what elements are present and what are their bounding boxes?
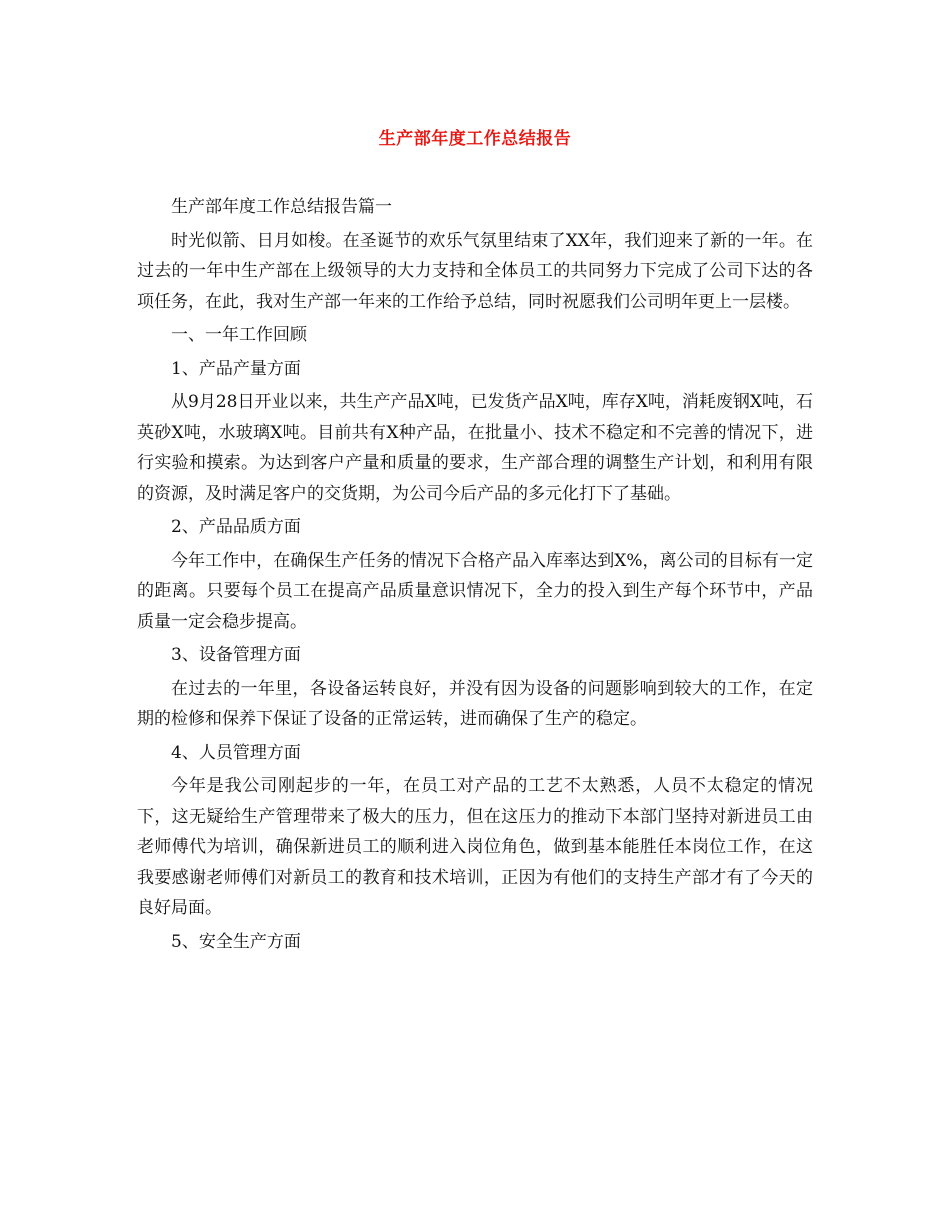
document-body bbox=[137, 192, 813, 960]
section-heading-review: 一、一年工作回顾 bbox=[171, 325, 307, 345]
document-title: 生产部年度工作总结报告 bbox=[378, 129, 572, 149]
paragraph-subtitle: 生产部年度工作总结报告篇一 bbox=[171, 197, 392, 217]
paragraph-personnel: 今年是我公司刚起步的一年，在员工对产品的工艺不太熟悉，人员不太稳定的情况下，这无疑给生产管理带来了极大的压力，但在这压力的推动下本部门坚持对新进员工由老师傅代为培训，确保新进员工的顺利进入岗位角色，做到基本能胜任本岗位工作，在这我要感谢老师傅们对新员工的教育和技术培训，正因为有他们的支持生产部才有了今天的良好局面。 bbox=[137, 776, 813, 918]
subsection-heading-equipment: 3、设备管理方面 bbox=[171, 645, 301, 665]
subsection-heading-quality: 2、产品品质方面 bbox=[171, 517, 301, 537]
paragraph-intro: 时光似箭、日月如梭。在圣诞节的欢乐气氛里结束了XX年，我们迎来了新的一年。在过去的一年中生产部在上级领导的大力支持和全体员工的共同努力下完成了公司下达的各项任务，在此，我对生产部一年来的工作给予总结，同时祝愿我们公司明年更上一层楼。 bbox=[137, 230, 813, 312]
subsection-heading-output: 1、产品产量方面 bbox=[171, 358, 301, 379]
subsection-heading-safety: 5、安全生产方面 bbox=[171, 931, 301, 952]
paragraph-equipment: 在过去的一年里，各设备运转良好，并没有因为设备的问题影响到较大的工作，在定期的检修和保养下保证了设备的正常运转，进而确保了生产的稳定。 bbox=[137, 678, 813, 729]
paragraph-quality: 今年工作中，在确保生产任务的情况下合格产品入库率达到X%，离公司的目标有一定的距离。只要每个员工在提高产品质量意识情况下，全力的投入到生产每个环节中，产品质量一定会稳步提高。 bbox=[137, 550, 813, 632]
paragraph-output: 从9月28日开业以来，共生产产品X吨，已发货产品X吨，库存X吨，消耗废钢X吨，石英砂X吨，水玻璃X吨。目前共有X种产品，在批量小、技术不稳定和不完善的情况下，进行实验和摸索。为达到客户产量和质量的要求，生产部合理的调整生产计划，和利用有限的资源，及时满足客户的交货期，为公司今后产品的多元化打下了基础。 bbox=[137, 392, 813, 504]
subsection-heading-personnel: 4、人员管理方面 bbox=[171, 742, 301, 763]
